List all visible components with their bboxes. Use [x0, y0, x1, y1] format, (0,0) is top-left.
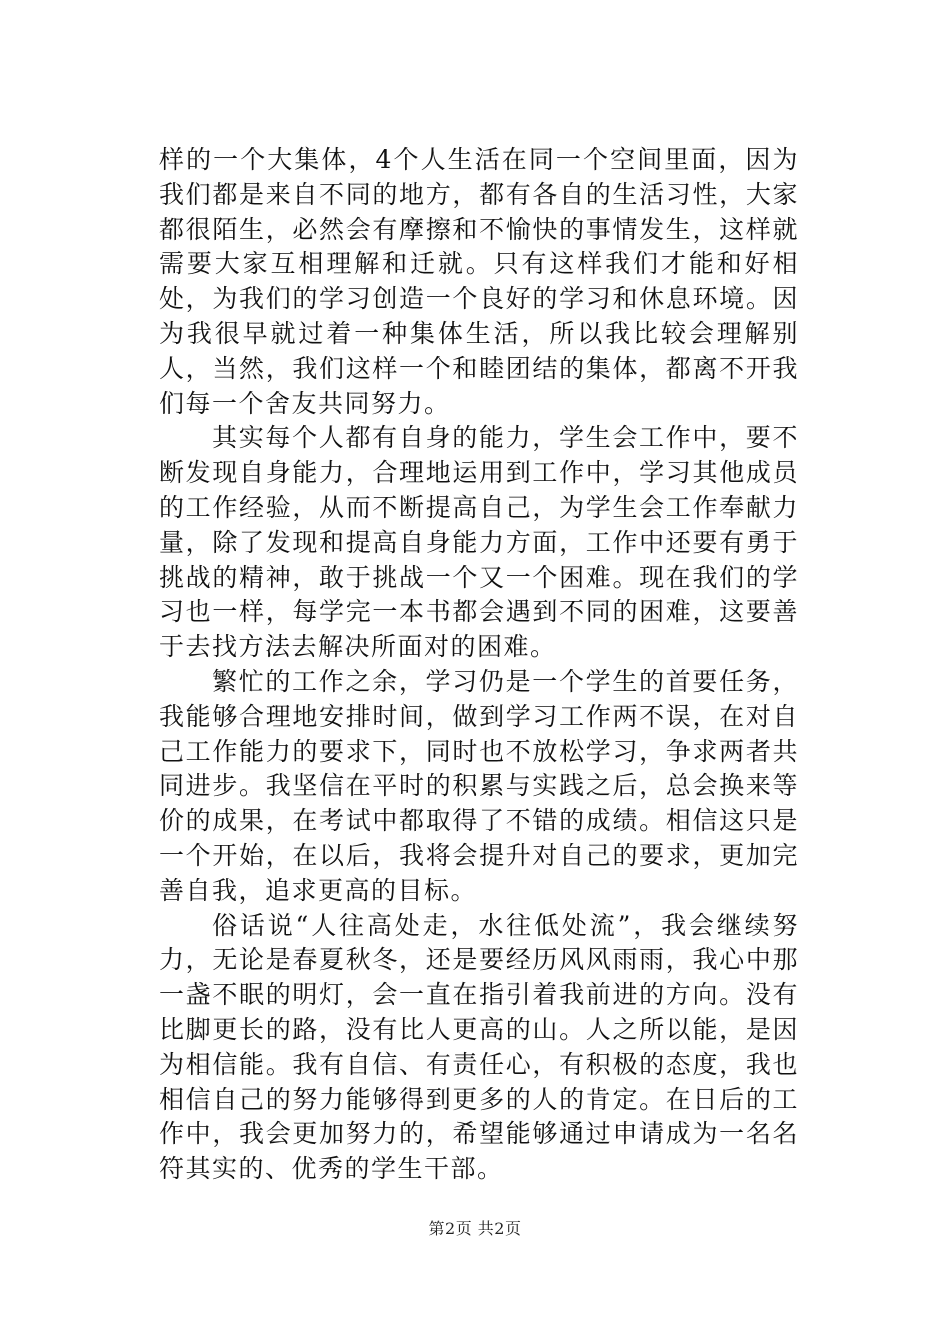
- paragraph-2: 其实每个人都有自身的能力，学生会工作中，要不断发现自身能力，合理地运用到工作中，学习其他成员的工作经验，从而不断提高自己，为学生会工作奉献力量，除了发现和提高自身能力方面，工作中还要有勇于挑战的精神，敢于挑战一个又一个困难。现在我们的学习也一样，每学完一本书都会遇到不同的困难，这要善于去找方法去解决所面对的困难。: [159, 423, 799, 662]
- page-footer: 第2页 共2页: [428, 1219, 522, 1238]
- document-body: [159, 143, 799, 1187]
- paragraph-1: 样的一个大集体，4个人生活在同一个空间里面，因为我们都是来自不同的地方，都有各自的生活习性，大家都很陌生，必然会有摩擦和不愉快的事情发生，这样就需要大家互相理解和迁就。只有这样我们才能和好相处，为我们的学习创造一个良好的学习和休息环境。因为我很早就过着一种集体生活，所以我比较会理解别人，当然，我们这样一个和睦团结的集体，都离不开我们每一个舍友共同努力。: [159, 145, 799, 418]
- paragraph-3: 繁忙的工作之余，学习仍是一个学生的首要任务，我能够合理地安排时间，做到学习工作两不误，在对自己工作能力的要求下，同时也不放松学习，争求两者共同进步。我坚信在平时的积累与实践之后，总会换来等价的成果，在考试中都取得了不错的成绩。相信这只是一个开始，在以后，我将会提升对自己的要求，更加完善自我，追求更高的目标。: [159, 666, 799, 905]
- paragraph-4: 俗话说“人往高处走，水往低处流”，我会继续努力，无论是春夏秋冬，还是要经历风风雨雨，我心中那一盏不眠的明灯，会一直在指引着我前进的方向。没有比脚更长的路，没有比人更高的山。人之所以能，是因为相信能。我有自信、有责任心，有积极的态度，我也相信自己的努力能够得到更多的人的肯定。在日后的工作中，我会更加努力的，希望能够通过申请成为一名名符其实的、优秀的学生干部。: [159, 910, 799, 1184]
